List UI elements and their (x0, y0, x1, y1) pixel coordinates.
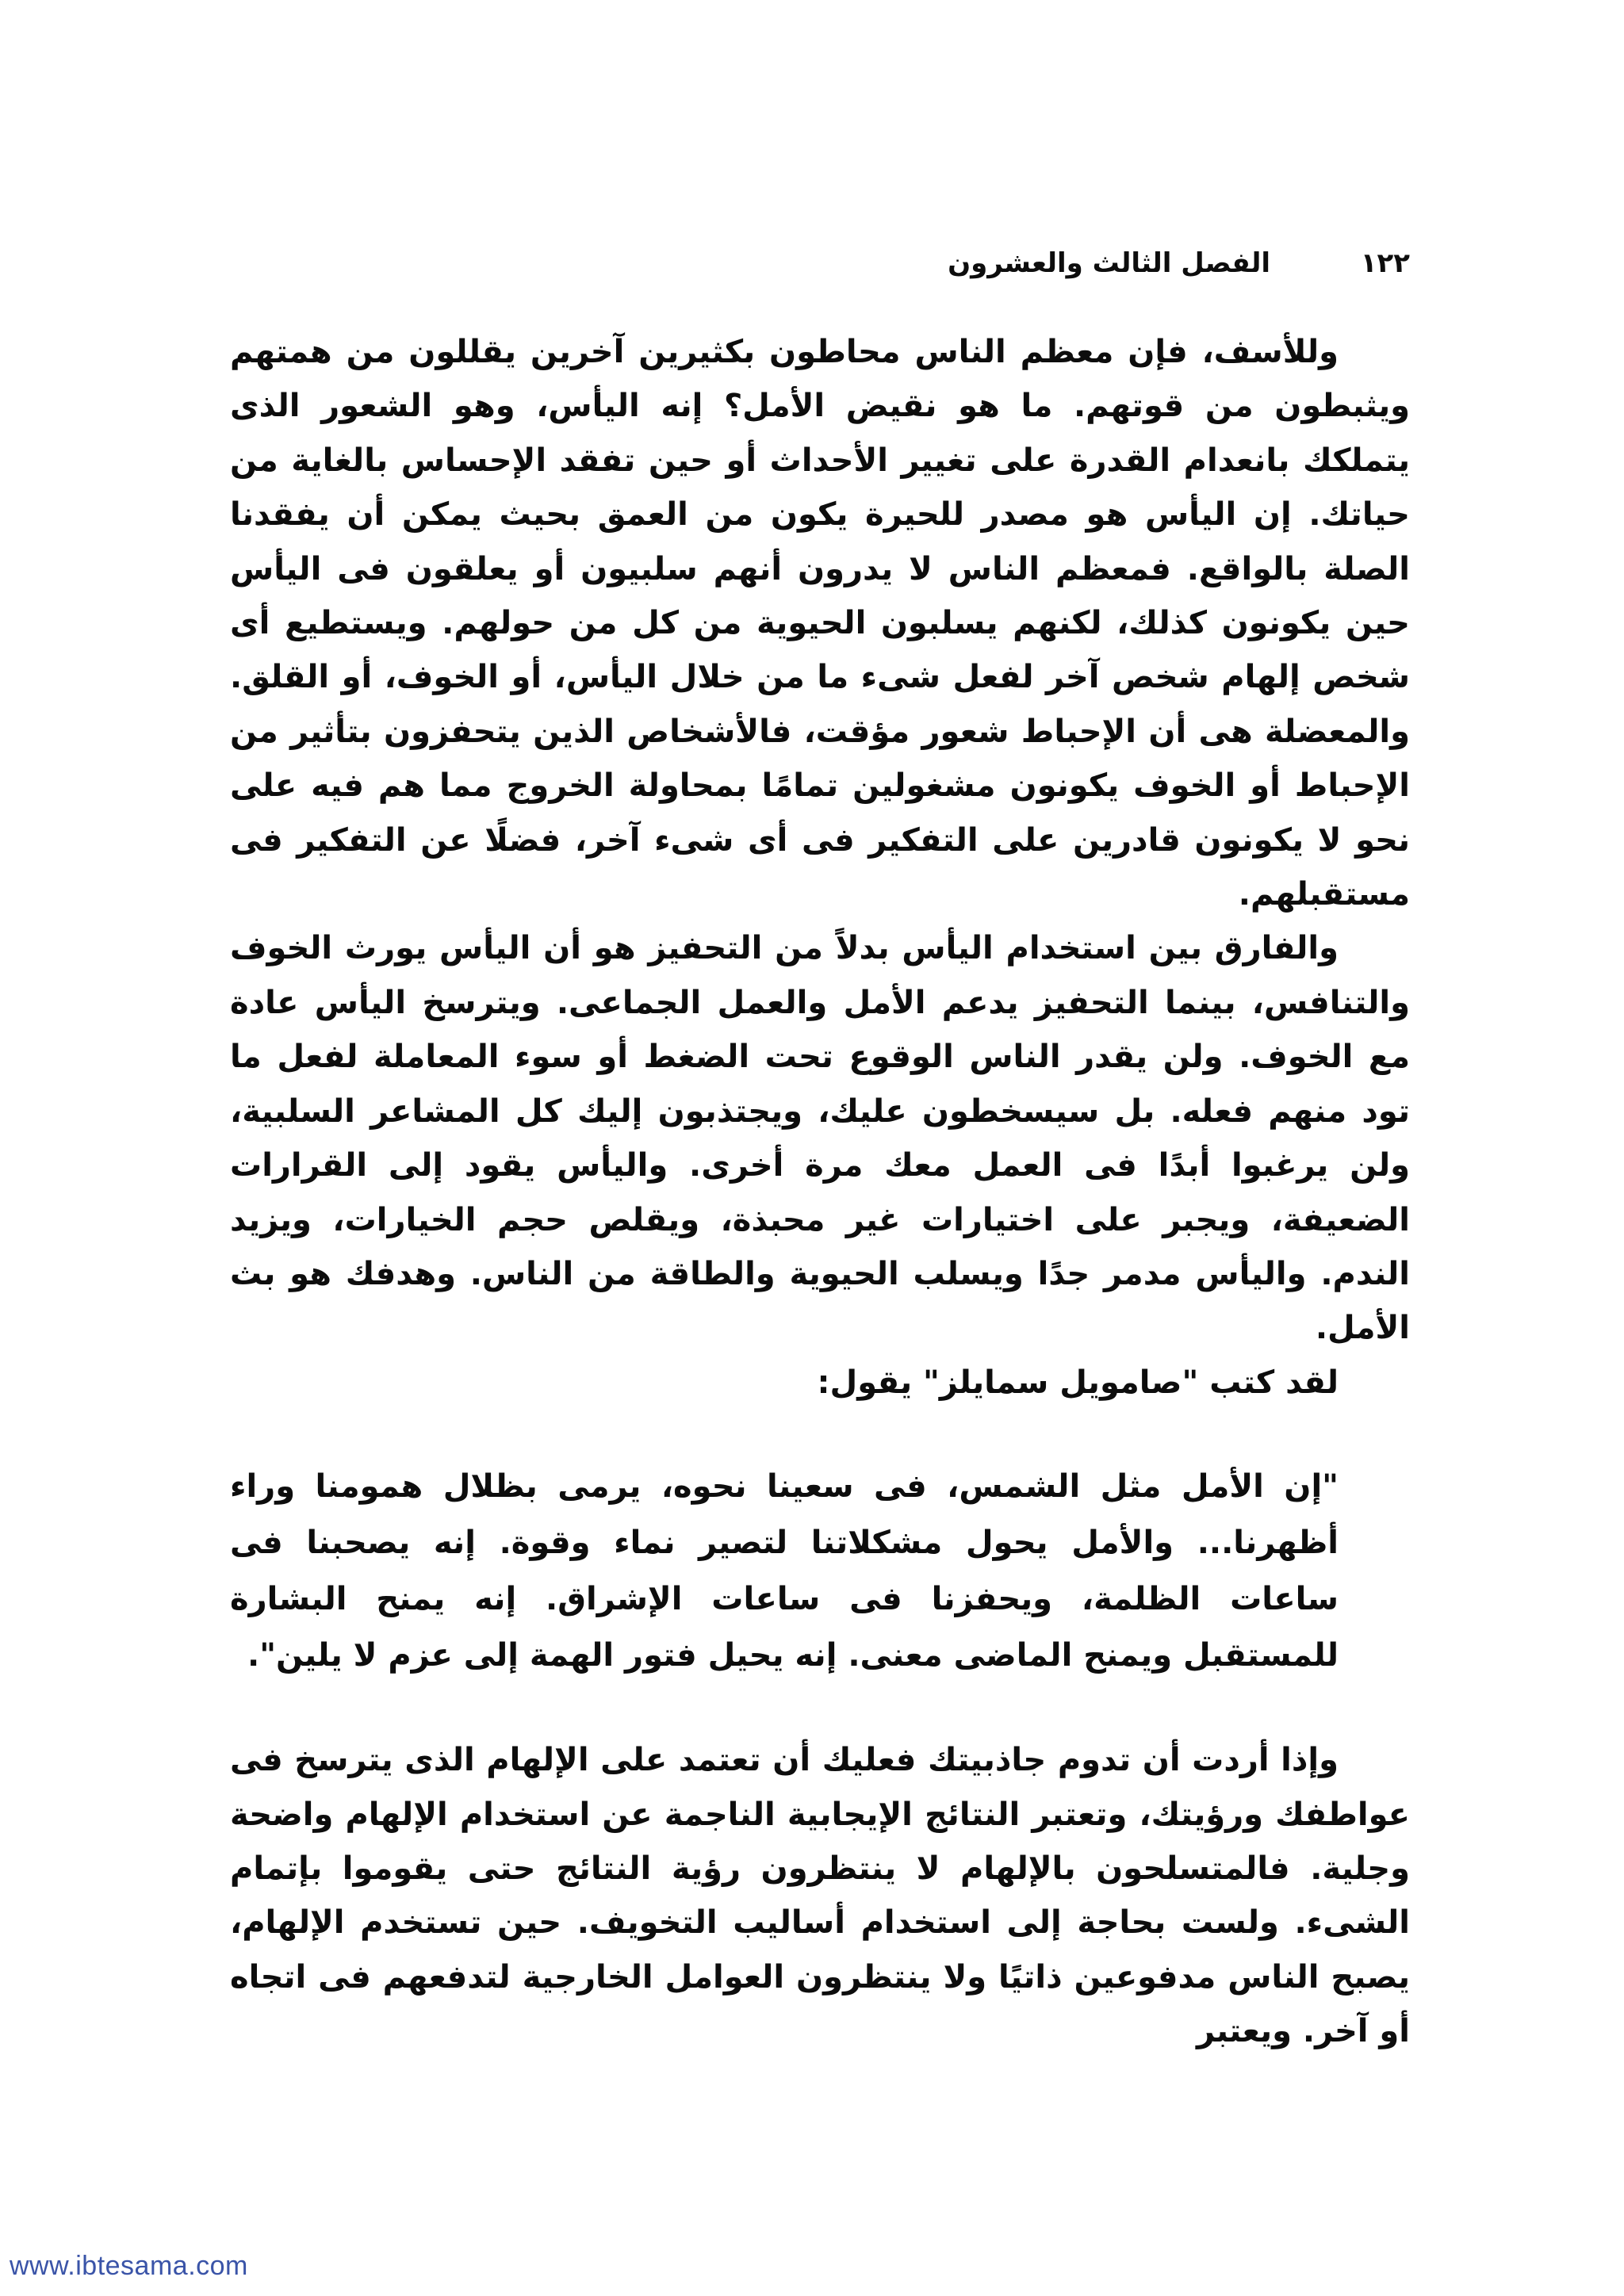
page-body (230, 325, 1410, 2059)
page-number: ١٢٢ (1360, 247, 1410, 279)
block-quote: "إن الأمل مثل الشمس، فى سعينا نحوه، يرمى بظلال همومنا وراء أظهرنا... والأمل يحول مشكلاتنا لتصير نماء وقوة. إنه يصحبنا فى ساعات الظلمة، ويحفزنا فى ساعات الإشراق. إنه يمنح البشارة للمستقبل ويمنح الماضى معنى. إنه يحيل فتور الهمة إلى عزم لا يلين". (230, 1468, 1339, 1674)
quote-intro: لقد كتب "صامويل سمايلز" يقول: (817, 1364, 1339, 1401)
chapter-title: الفصل الثالث والعشرون (948, 247, 1270, 279)
site-watermark: www.ibtesama.com (10, 2251, 248, 2281)
paragraph-inspiration: وإذا أردت أن تدوم جاذبيتك فعليك أن تعتمد على الإلهام الذى يترسخ فى عواطفك ورؤيتك، وتعتبر النتائج الإيجابية الناجمة عن استخدام الإلهام واضحة وجلية. فالمتسلحون بالإلهام لا ينتظرون رؤية النتائج حتى يقوموا بإتمام الشىء. ولست بحاجة إلى استخدام أساليب التخويف. حين تستخدم الإلهام، يصبح الناس مدفوعين ذاتيًا ولا ينتظرون العوامل الخارجية لتدفعهم فى اتجاه أو آخر. ويعتبر (230, 1742, 1410, 2050)
page-header (301, 239, 1410, 287)
paragraph-difference: والفارق بين استخدام اليأس بدلاً من التحفيز هو أن اليأس يورث الخوف والتنافس، بينما التحفيز يدعم الأمل والعمل الجماعى. ويترسخ اليأس عادة مع الخوف. ولن يقدر الناس الوقوع تحت الضغط أو سوء المعاملة لفعل ما تود منهم فعله. بل سيسخطون عليك، ويجتذبون إليك كل المشاعر السلبية، ولن يرغبوا أبدًا فى العمل معك مرة أخرى. واليأس يقود إلى القرارات الضعيفة، ويجبر على اختيارات غير محبذة، ويقلص حجم الخيارات، ويزيد الندم. واليأس مدمر جدًا ويسلب الحيوية والطاقة من الناس. وهدفك هو بث الأمل. (230, 930, 1410, 1347)
paragraph-despair: وللأسف، فإن معظم الناس محاطون بكثيرين آخرين يقللون من همتهم ويثبطون من قوتهم. ما هو نقيض الأمل؟ إنه اليأس، وهو الشعور الذى يتملكك بانعدام القدرة على تغيير الأحداث أو حين تفقد الإحساس بالغاية من حياتك. إن اليأس هو مصدر للحيرة يكون من العمق بحيث يمكن أن يفقدنا الصلة بالواقع. فمعظم الناس لا يدرون أنهم سلبيون أو يعلقون فى اليأس حين يكونون كذلك، لكنهم يسلبون الحيوية من كل من حولهم. ويستطيع أى شخص إلهام شخص آخر لفعل شىء ما من خلال اليأس، أو الخوف، أو القلق. والمعضلة هى أن الإحباط شعور مؤقت، فالأشخاص الذين يتحفزون بتأثير من الإحباط أو الخوف يكونون مشغولين تمامًا بمحاولة الخروج مما هم فيه على نحو لا يكونون قادرين على التفكير فى أى شىء آخر، فضلًا عن التفكير فى مستقبلهم. (230, 334, 1410, 913)
